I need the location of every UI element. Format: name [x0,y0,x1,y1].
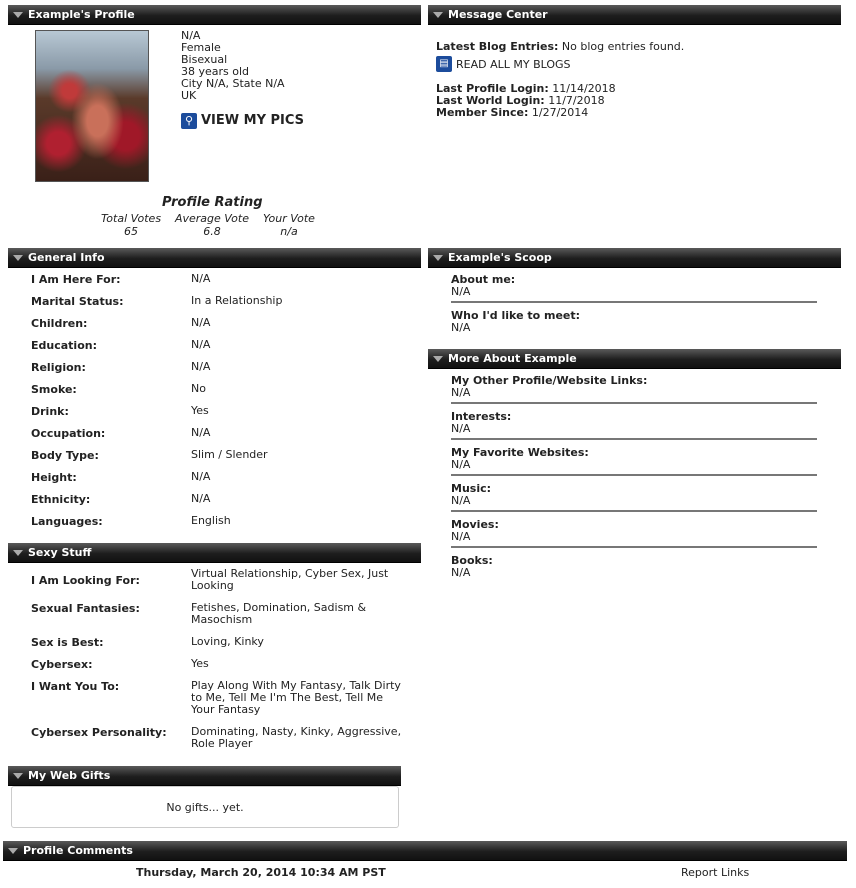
general-info-value: N/A [191,360,211,373]
general-info-label: Height: [31,471,77,484]
sexy-stuff-label: I Want You To: [31,680,120,693]
profile-comments-header [3,841,847,861]
rating-title: Profile Rating [162,195,263,210]
scoop-label: About me: [451,273,516,286]
divider [451,301,817,303]
general-info-value: N/A [191,272,211,285]
collapse-triangle-icon[interactable] [13,773,23,779]
more-about-label: Music: [451,482,492,495]
general-info-value: In a Relationship [191,294,283,307]
general-info-label: Occupation: [31,427,106,440]
general-info-label: Drink: [31,405,69,418]
scoop-value: N/A [451,321,471,334]
collapse-triangle-icon[interactable] [8,848,18,854]
sexy-stuff-value: Fetishes, Domination, Sadism & Masochism [191,601,367,626]
sexy-stuff-label: Sexual Fantasies: [31,602,140,615]
more-about-value: N/A [451,566,471,579]
general-info-value: Slim / Slender [191,448,268,461]
more-about-value: N/A [451,494,471,507]
web-gifts-box [11,786,399,828]
report-links[interactable]: Report Links [681,866,750,879]
read-blogs-link[interactable]: READ ALL MY BLOGS [456,58,571,71]
divider [451,474,817,476]
profile-header [8,5,421,25]
member-since-label: Member Since: [436,106,529,119]
login-info [436,83,616,119]
more-about-value: N/A [451,386,471,399]
profile-info [181,30,285,102]
web-gifts-empty-text: No gifts... yet. [166,801,244,814]
collapse-triangle-icon[interactable] [433,356,443,362]
general-info-label: Marital Status: [31,295,124,308]
more-about-value: N/A [451,458,471,471]
sexy-stuff-label: Cybersex Personality: [31,726,167,739]
profile-orientation: Bisexual [181,53,228,66]
general-info-title: General Info [28,251,105,264]
member-since-value: 1/27/2014 [531,106,589,119]
general-info-value: N/A [191,492,211,505]
member-since [436,107,616,119]
web-gifts-title: My Web Gifts [28,769,111,782]
more-about-title: More About Example [448,352,577,365]
average-vote-value: 6.8 [203,225,221,238]
more-about-label: My Other Profile/Website Links: [451,374,648,387]
more-about-value: N/A [451,530,471,543]
sexy-stuff-label: I Am Looking For: [31,574,140,587]
last-world-login-value: 11/7/2018 [548,94,605,107]
message-center-header [428,5,841,25]
profile-name: N/A [181,29,201,42]
general-info-value: N/A [191,470,211,483]
document-icon[interactable]: ▤ [436,56,452,72]
comment-date: Thursday, March 20, 2014 10:34 AM PST [136,866,386,879]
general-info-value: N/A [191,426,211,439]
sexy-stuff-value: Yes [191,657,209,670]
sexy-stuff-label: Sex is Best: [31,636,104,649]
sexy-stuff-label: Cybersex: [31,658,93,671]
sexy-stuff-title: Sexy Stuff [28,546,92,559]
scoop-header [428,248,841,268]
divider [451,402,817,404]
general-info-value: N/A [191,316,211,329]
profile-comments-title: Profile Comments [23,844,133,857]
more-about-label: Interests: [451,410,512,423]
magnifier-icon[interactable]: ⚲ [181,113,197,129]
general-info-label: Languages: [31,515,103,528]
your-vote-label: Your Vote [263,212,315,225]
profile-age: 38 years old [181,65,250,78]
divider [451,510,817,512]
general-info-label: Ethnicity: [31,493,91,506]
more-about-header [428,349,841,369]
total-votes-label: Total Votes [100,212,162,225]
sexy-stuff-header [8,543,421,563]
total-votes-value: 65 [124,225,138,238]
view-pics-link[interactable]: VIEW MY PICS [201,113,305,128]
general-info-value: English [191,514,231,527]
general-info-label: Children: [31,317,88,330]
scoop-value: N/A [451,285,471,298]
general-info-label: I Am Here For: [31,273,121,286]
more-about-label: Books: [451,554,493,567]
divider [451,438,817,440]
profile-photo[interactable] [35,30,149,182]
sexy-stuff-value: Dominating, Nasty, Kinky, Aggressive, Role Player [191,725,402,750]
scoop-label: Who I'd like to meet: [451,309,581,322]
web-gifts-header [8,766,401,786]
collapse-triangle-icon[interactable] [13,550,23,556]
general-info-value: No [191,382,206,395]
general-info-label: Education: [31,339,97,352]
general-info-value: Yes [191,404,209,417]
collapse-triangle-icon[interactable] [433,12,443,18]
latest-blog-label: Latest Blog Entries: [436,40,559,53]
collapse-triangle-icon[interactable] [13,12,23,18]
more-about-value: N/A [451,422,471,435]
last-profile-login-value: 11/14/2018 [552,82,616,95]
divider [451,546,817,548]
general-info-label: Body Type: [31,449,99,462]
your-vote-value: n/a [280,225,298,238]
more-about-label: My Favorite Websites: [451,446,589,459]
profile-gender: Female [181,41,221,54]
message-center-title: Message Center [448,8,548,21]
latest-blog-value: No blog entries found. [561,40,685,53]
sexy-stuff-value: Virtual Relationship, Cyber Sex, Just Looking [191,567,389,592]
average-vote-label: Average Vote [174,212,249,225]
scoop-title: Example's Scoop [448,251,552,264]
last-world-login-label: Last World Login: [436,94,545,107]
general-info-label: Smoke: [31,383,77,396]
latest-blog-line [436,40,684,53]
profile-header-title: Example's Profile [28,8,135,21]
more-about-label: Movies: [451,518,499,531]
last-profile-login-label: Last Profile Login: [436,82,549,95]
profile-location: City N/A, State N/A [181,77,285,90]
general-info-value: N/A [191,338,211,351]
collapse-triangle-icon[interactable] [13,255,23,261]
general-info-label: Religion: [31,361,86,374]
general-info-header [8,248,421,268]
sexy-stuff-value: Loving, Kinky [191,635,264,648]
collapse-triangle-icon[interactable] [433,255,443,261]
sexy-stuff-value: Play Along With My Fantasy, Talk Dirty to Me, Tell Me I'm The Best, Tell Me Your Fantasy [191,679,401,716]
profile-country: UK [181,89,197,102]
